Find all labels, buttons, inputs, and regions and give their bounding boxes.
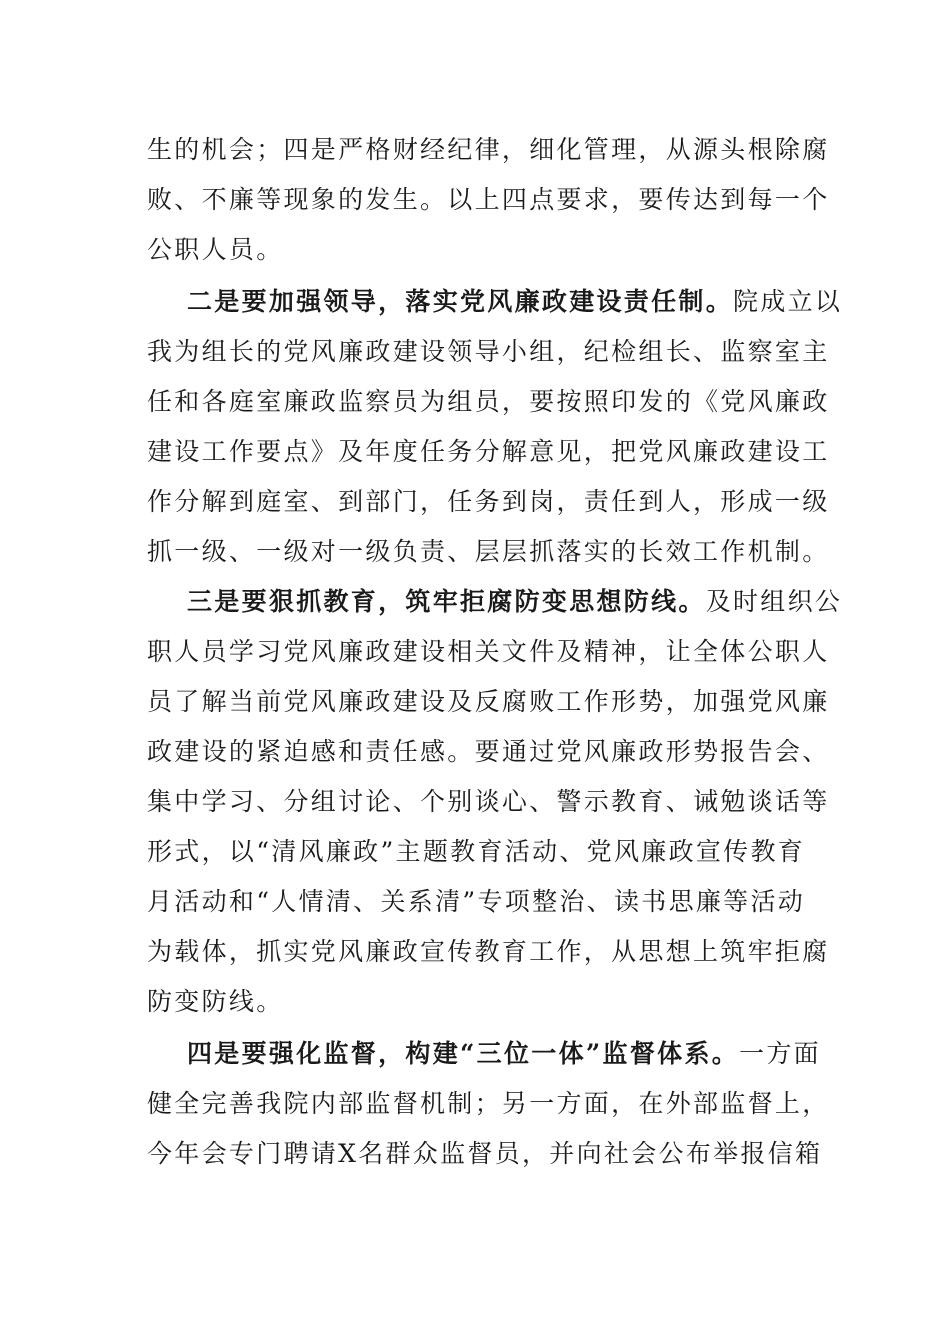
text-line [147, 686, 830, 718]
paragraph-text: 员了解当前党风廉政建设及反腐败工作形势，加强党风廉 [147, 687, 830, 716]
paragraph-text: 健全完善我院内部监督机制；另一方面，在外部监督上， [147, 1089, 830, 1118]
text-line [147, 936, 830, 968]
paragraph-text: 今年会专门聘请X名群众监督员，并向社会公布举报信箱 [147, 1139, 823, 1168]
text-line [147, 134, 830, 166]
text-line [147, 1088, 830, 1120]
paragraph-text: 抓一级、一级对一级负责、层层抓落实的长效工作机制。 [147, 537, 830, 566]
text-line [147, 386, 830, 418]
text-line [147, 336, 830, 368]
text-line [147, 636, 830, 668]
paragraph-text: 职人员学习党风廉政建设相关文件及精神，让全体公职人 [147, 637, 830, 666]
paragraph-text: 为载体，抓实党风廉政宣传教育工作，从思想上筑牢拒腐 [147, 937, 830, 966]
paragraph-text: 败、不廉等现象的发生。以上四点要求，要传达到每一个 [147, 185, 830, 214]
paragraph-text: 我为组长的党风廉政建设领导小组，纪检组长、监察室主 [147, 337, 830, 366]
paragraph-heading: 二是要加强领导，落实党风廉政建设责任制。 [187, 287, 734, 316]
text-line [147, 1138, 822, 1170]
paragraph-text: 一方面 [739, 1039, 821, 1068]
paragraph-text: 政建设的紧迫感和责任感。要通过党风廉政形势报告会、 [147, 737, 830, 766]
paragraph-text: 任和各庭室廉政监察员为组员，要按照印发的《党风廉政 [147, 387, 830, 416]
text-line [147, 486, 830, 518]
paragraph-text: 生的机会；四是严格财经纪律，细化管理，从源头根除腐 [147, 135, 830, 164]
paragraph-first-line [187, 286, 842, 318]
paragraph-text: 作分解到庭室、到部门，任务到岗，责任到人，形成一级 [147, 487, 830, 516]
paragraph-text: 院成立以 [733, 287, 843, 316]
paragraph-text: 及时组织公 [705, 587, 843, 616]
text-line [147, 234, 284, 266]
paragraph-heading: 四是要强化监督，构建“三位一体”监督体系。 [187, 1039, 740, 1068]
paragraph-text: 形式，以“清风廉政”主题教育活动、党风廉政宣传教育 [147, 837, 806, 866]
text-line [147, 436, 830, 468]
paragraph-text: 公职人员。 [147, 235, 284, 264]
paragraph-text: 防变防线。 [147, 987, 284, 1016]
text-line [147, 836, 805, 868]
text-line [147, 736, 830, 768]
paragraph-first-line [187, 1038, 821, 1070]
text-line [147, 986, 284, 1018]
paragraph-first-line [187, 586, 842, 618]
text-line [147, 886, 805, 918]
paragraph-heading: 三是要狠抓教育，筑牢拒腐防变思想防线。 [187, 587, 706, 616]
text-line [147, 184, 830, 216]
paragraph-text: 建设工作要点》及年度任务分解意见，把党风廉政建设工 [147, 437, 830, 466]
paragraph-text: 集中学习、分组讨论、个别谈心、警示教育、诫勉谈话等 [147, 787, 830, 816]
text-line [147, 786, 830, 818]
text-line [147, 536, 830, 568]
paragraph-text: 月活动和“人情清、关系清”专项整治、读书思廉等活动 [147, 887, 806, 916]
